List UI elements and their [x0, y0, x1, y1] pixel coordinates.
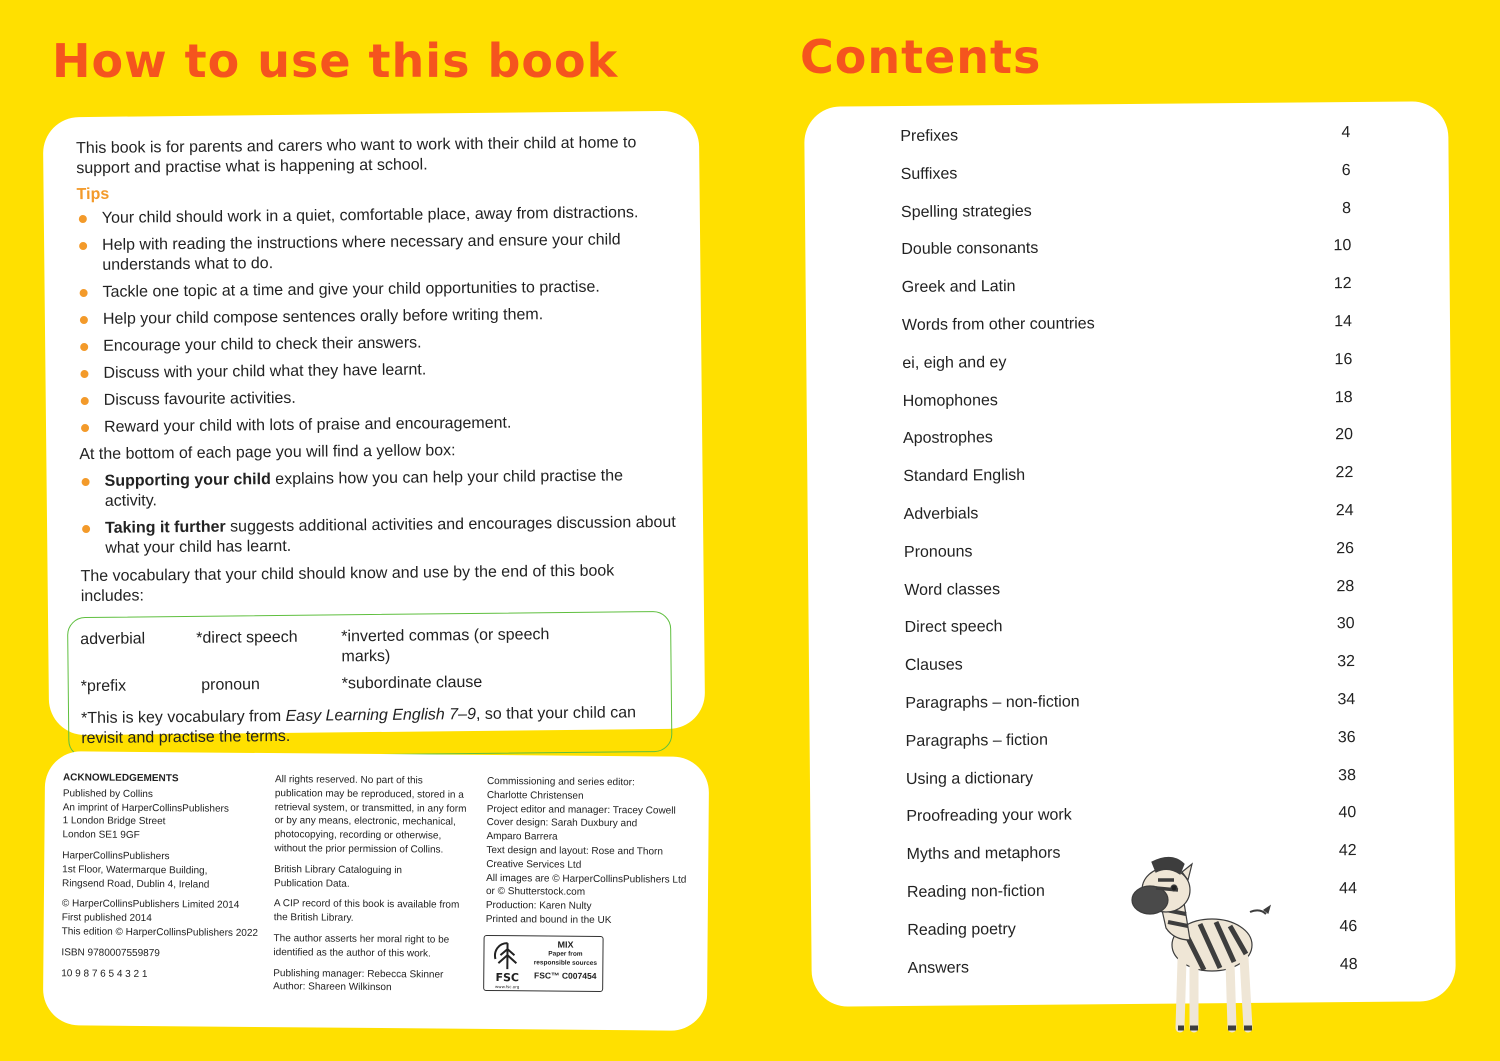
contents-page-number: 16 [1334, 350, 1353, 369]
ack-line: Publishing manager: Rebecca Skinner [273, 967, 444, 981]
contents-page-number: 18 [1334, 388, 1353, 406]
tip-item: Discuss favourite activities. [79, 385, 679, 411]
contents-label: Apostrophes [902, 429, 993, 448]
ack-line: All images are © HarperCollinsPublishers Ltd [486, 872, 687, 886]
contents-row [903, 464, 1353, 490]
ack-paragraph [274, 863, 474, 892]
contents-label: Paragraphs – fiction [905, 731, 1049, 750]
contents-page-number: 8 [1342, 199, 1352, 217]
tip-item: Encourage your child to check their answers. [78, 331, 678, 357]
fsc-sources: responsible sources [533, 959, 598, 967]
contents-label: Reading non-fiction [906, 882, 1045, 901]
ack-line: Cover design: Sarah Duxbury and [486, 817, 638, 830]
contents-row [903, 389, 1353, 415]
ack-line: Published by Collins [62, 788, 153, 800]
contents-label: Homophones [902, 391, 998, 410]
contents-page-number: 42 [1338, 842, 1357, 860]
bullet-icon [82, 525, 90, 533]
ack-paragraph [62, 787, 267, 844]
yellow-box-item: Taking it further suggests additional activities and encourages discussion about what your child has learnt. [80, 513, 680, 559]
ack-line: All rights reserved. No part of this [274, 774, 423, 787]
ack-paragraph [274, 897, 474, 926]
yellow-box-list [79, 466, 680, 559]
ack-line: the British Library. [273, 912, 354, 924]
bullet-icon [82, 478, 90, 486]
intro-text: This book is for parents and carers who want to work with their child at home to support and practise what is happening at school. [76, 134, 637, 178]
contents-page-number: 4 [1341, 124, 1351, 142]
ack-line: photocopying, recording or otherwise, [274, 829, 442, 842]
contents-row [906, 804, 1356, 830]
ack-paragraph [61, 967, 266, 983]
contents-label: Paragraphs – non-fiction [905, 693, 1080, 712]
contents-row [902, 351, 1352, 377]
bullet-icon [79, 215, 87, 223]
ack-paragraph [274, 773, 475, 858]
ack-line: without the prior permission of Collins. [274, 843, 444, 856]
contents-row [902, 313, 1352, 339]
ack-line: HarperCollinsPublishers [62, 850, 170, 863]
contents-label: ei, eigh and ey [902, 353, 1007, 372]
contents-page-number: 34 [1337, 691, 1356, 709]
tip-item: Help with reading the instructions where necessary and ensure your child understands what to do. [77, 230, 677, 276]
ack-line: ISBN 9780007559879 [61, 947, 160, 959]
fsc-paper: Paper from [548, 950, 583, 958]
contents-label: Clauses [904, 656, 963, 675]
ack-heading: ACKNOWLEDGEMENTS [62, 772, 179, 785]
vocab-note: *This is key vocabulary from Easy Learning English 7–9, so that your child can revisit and practise the terms. [80, 704, 637, 748]
tips-heading: Tips [76, 185, 110, 204]
contents-page-number: 10 [1333, 237, 1352, 255]
ack-line: or by any means, electronic, mechanical, [274, 815, 456, 829]
tip-item: Reward your child with lots of praise and encouragement. [79, 412, 679, 438]
ack-column-3 [486, 775, 702, 936]
left-page-title: How to use this book [52, 34, 619, 88]
ack-line: Printed and bound in the UK [485, 913, 612, 927]
contents-label: Proofreading your work [906, 806, 1072, 826]
how-to-use-card [43, 111, 705, 748]
contents-label: Direct speech [904, 618, 1003, 637]
vocab-term: *direct speech [196, 628, 298, 647]
ack-line: British Library Cataloguing in [274, 863, 403, 877]
contents-row [900, 124, 1350, 150]
contents-label: Myths and metaphors [906, 844, 1061, 864]
contents-label: Standard English [903, 467, 1026, 486]
ack-line: Commissioning and series editor: [486, 775, 635, 789]
contents-row [906, 729, 1356, 755]
contents-page-number: 26 [1336, 539, 1355, 557]
contents-page-number: 24 [1335, 502, 1354, 520]
contents-page-number: 32 [1337, 653, 1356, 671]
ack-line: London SE1 9GF [62, 829, 140, 842]
contents-row [901, 237, 1351, 263]
ack-line: identified as the author of this work. [273, 946, 431, 960]
contents-page-number: 28 [1336, 577, 1355, 595]
ack-line: 1st Floor, Watermarque Building, [62, 864, 208, 877]
contents-label: Suffixes [900, 165, 958, 183]
ack-line: Ringsend Road, Dublin 4, Ireland [62, 877, 210, 891]
bullet-icon [81, 397, 89, 405]
ack-line: Author: Shareen Wilkinson [273, 981, 392, 994]
bullet-icon [81, 424, 89, 432]
ack-paragraph [486, 775, 702, 929]
ack-line: First published 2014 [61, 912, 152, 925]
contents-row [904, 502, 1354, 528]
tip-item: Tackle one topic at a time and give your child opportunities to practise. [78, 277, 678, 303]
vocab-term: *prefix [80, 677, 127, 696]
contents-page-number: 46 [1339, 917, 1358, 935]
ack-line: The author asserts her moral right to be [273, 933, 450, 946]
contents-row [904, 578, 1354, 604]
ack-line: Project editor and manager: Tracey Cowell [486, 803, 676, 817]
contents-label: Pronouns [903, 543, 973, 561]
vocab-term: *subordinate clause [341, 673, 483, 693]
ack-line: 1 London Bridge Street [62, 815, 166, 828]
vocabulary-box [67, 611, 672, 758]
contents-label: Spelling strategies [900, 202, 1032, 221]
bullet-icon [80, 316, 88, 324]
ack-line: retrieval system, or transmitted, in any form [274, 801, 467, 815]
tip-item: Your child should work in a quiet, comfortable place, away from distractions. [77, 203, 677, 229]
fsc-mix: MIX [557, 939, 574, 950]
ack-line: or © Shutterstock.com [485, 886, 586, 899]
contents-row [902, 275, 1352, 301]
contents-page-number: 38 [1338, 766, 1357, 784]
ack-line: Creative Services Ltd [486, 858, 582, 871]
bullet-icon [80, 289, 88, 297]
contents-row [904, 540, 1354, 566]
contents-label: Words from other countries [901, 315, 1095, 334]
yellow-box-intro: At the bottom of each page you will find a yellow box: [79, 442, 456, 464]
fsc-tree-icon [486, 937, 528, 989]
contents-page-number: 30 [1336, 615, 1355, 633]
contents-page-number: 44 [1339, 880, 1358, 898]
contents-label: Answers [907, 959, 970, 977]
contents-row [901, 162, 1351, 188]
yellow-box-item: Supporting your child explains how you can help your child practise the activity. [79, 466, 679, 512]
contents-row [903, 426, 1353, 452]
contents-label: Word classes [904, 580, 1001, 599]
contents-title: Contents [800, 30, 1042, 84]
contents-row [905, 691, 1355, 717]
contents-page-number: 40 [1338, 804, 1357, 822]
ack-paragraph [62, 849, 267, 892]
ack-paragraph [273, 932, 473, 961]
contents-page-number: 12 [1333, 275, 1352, 293]
bullet-icon [80, 370, 88, 378]
contents-page-number: 48 [1339, 955, 1358, 973]
tip-item: Discuss with your child what they have learnt. [78, 358, 678, 384]
contents-list [804, 101, 1448, 977]
fsc-label: FSC [495, 971, 520, 985]
ack-line: publication may be reproduced, stored in a [274, 787, 464, 801]
ack-line: 10 9 8 7 6 5 4 3 2 1 [61, 967, 148, 980]
contents-label: Reading poetry [907, 920, 1016, 939]
contents-row [901, 200, 1351, 226]
bullet-icon [80, 343, 88, 351]
contents-label: Double consonants [901, 240, 1039, 259]
acknowledgements-card [43, 751, 709, 1031]
ack-line: © HarperCollinsPublishers Limited 2014 [61, 898, 240, 912]
tip-item: Help your child compose sentences orally before writing them. [78, 304, 678, 330]
ack-line: A CIP record of this book is available from [273, 898, 460, 912]
contents-label: Greek and Latin [901, 278, 1016, 297]
ack-line: This edition © HarperCollinsPublishers 2022 [61, 926, 259, 939]
ack-paragraph [61, 946, 266, 962]
ack-column-1 [61, 771, 268, 989]
contents-row [905, 653, 1355, 679]
ack-paragraph [273, 967, 473, 996]
vocab-intro: The vocabulary that your child should know and use by the end of this book includes: [80, 562, 615, 606]
fsc-logo [483, 935, 603, 992]
contents-page-number: 14 [1334, 313, 1353, 331]
vocab-term: pronoun [196, 676, 260, 694]
vocab-term: *inverted commas (or speech marks) [341, 626, 550, 666]
zebra-illustration [1122, 850, 1272, 1040]
bullet-icon [79, 242, 87, 250]
contents-row [905, 615, 1355, 641]
ack-line: An imprint of HarperCollinsPublishers [62, 801, 229, 815]
contents-page-number: 6 [1341, 161, 1351, 179]
contents-label: Adverbials [903, 505, 979, 523]
contents-page-number: 20 [1335, 426, 1354, 444]
fsc-code: FSC™ C007454 [534, 970, 597, 981]
contents-label: Using a dictionary [905, 769, 1034, 788]
fsc-site: www.fsc.org [495, 984, 520, 990]
ack-line: Charlotte Christensen [486, 789, 584, 802]
ack-column-2 [273, 773, 475, 1003]
tips-list [77, 203, 679, 438]
ack-line: Text design and layout: Rose and Thorn [486, 844, 664, 858]
ack-line: Publication Data. [274, 877, 350, 890]
contents-page-number: 22 [1335, 464, 1354, 482]
contents-row [906, 767, 1356, 793]
ack-line: Amparo Barrera [486, 831, 558, 843]
vocab-term: adverbial [80, 630, 146, 649]
ack-line: Production: Karen Nulty [485, 900, 592, 913]
contents-label: Prefixes [900, 127, 959, 145]
contents-page-number: 36 [1337, 728, 1356, 746]
ack-paragraph [62, 898, 267, 941]
